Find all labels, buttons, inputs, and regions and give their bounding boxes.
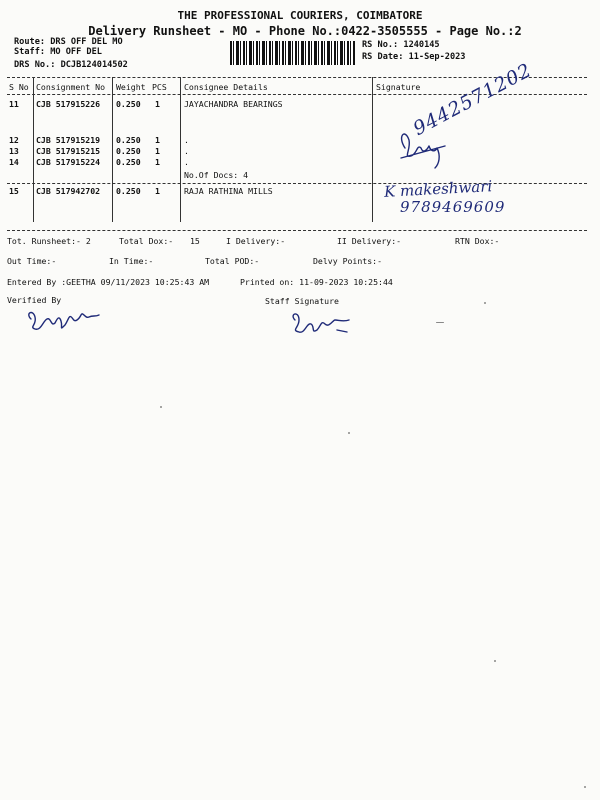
row-sno: 11 [9, 99, 19, 109]
entered-by: Entered By :GEETHA 09/11/2023 10:25:43 AM [7, 277, 210, 287]
in-time: In Time:- [109, 256, 154, 266]
scan-speck [348, 432, 350, 434]
ii-delivery: II Delivery:- [337, 236, 402, 246]
row-weight: 0.250 [116, 157, 141, 167]
out-time: Out Time:- [7, 256, 57, 266]
docs-count-note: No.Of Docs: 4 [184, 170, 249, 180]
table-bottom-rule [7, 230, 587, 231]
row-consignee: . [184, 135, 189, 145]
handwritten-phone-2: 9789469609 [400, 198, 506, 216]
row-consignment: CJB 517915219 [36, 135, 101, 145]
staff-signature-label: Staff Signature [265, 296, 339, 306]
rs-date: RS Date: 11-Sep-2023 [362, 52, 466, 62]
row-pcs: 1 [155, 135, 160, 145]
staff-label: Staff: MO OFF DEL [14, 47, 102, 57]
row-sno: 12 [9, 135, 19, 145]
col-divider-consignment [112, 77, 113, 222]
row-pcs: 1 [155, 186, 160, 196]
col-header-signature: Signature [376, 82, 421, 92]
scan-speck [436, 322, 444, 323]
row-consignment: CJB 517915226 [36, 99, 101, 109]
row-weight: 0.250 [116, 186, 141, 196]
row-sno: 14 [9, 157, 19, 167]
col-divider-consignee [372, 77, 373, 222]
total-dox-value: 15 [190, 236, 200, 246]
barcode [230, 41, 355, 65]
row-weight: 0.250 [116, 146, 141, 156]
total-pod: Total POD:- [205, 256, 260, 266]
scan-speck [584, 786, 586, 788]
delvy-points: Delvy Points:- [313, 256, 383, 266]
col-divider-sno [33, 77, 34, 222]
row-sno: 13 [9, 146, 19, 156]
row-weight: 0.250 [116, 99, 141, 109]
i-delivery: I Delivery:- [226, 236, 286, 246]
col-header-sno: S No [9, 82, 29, 92]
runsheet-title: Delivery Runsheet - MO - Phone No.:0422-3505555 - Page No.:2 [88, 24, 522, 38]
row-sno: 15 [9, 186, 19, 196]
drs-number: DRS No.: DCJB124014502 [14, 60, 128, 70]
handwritten-name-2: K makeshwari [383, 177, 493, 201]
col-header-weight: Weight [116, 82, 146, 92]
row-consignee: . [184, 146, 189, 156]
row-consignment: CJB 517915215 [36, 146, 101, 156]
row-consignee: RAJA RATHINA MILLS [184, 186, 273, 196]
verified-by-label: Verified By [7, 295, 62, 305]
group-rule [7, 183, 587, 184]
col-header-consignee: Consignee Details [184, 82, 268, 92]
col-header-consignment: Consignment No [36, 82, 106, 92]
row-consignee: JAYACHANDRA BEARINGS [184, 99, 283, 109]
route-label: Route: DRS OFF DEL MO [14, 37, 123, 47]
col-header-pcs: PCS [152, 82, 167, 92]
verified-by-signature [25, 305, 105, 335]
row-weight: 0.250 [116, 135, 141, 145]
col-divider-pcs [180, 77, 181, 222]
staff-signature-mark [287, 308, 357, 338]
row-pcs: 1 [155, 146, 160, 156]
company-name: THE PROFESSIONAL COURIERS, COIMBATORE [177, 9, 423, 22]
scan-speck [160, 406, 162, 408]
row-pcs: 1 [155, 157, 160, 167]
rs-number: RS No.: 1240145 [362, 40, 440, 50]
printed-on: Printed on: 11-09-2023 10:25:44 [240, 277, 393, 287]
handwritten-phone-1: 9442571202 [409, 59, 536, 140]
tot-runsheet: Tot. Runsheet:- 2 [7, 236, 91, 246]
rtn-dox: RTN Dox:- [455, 236, 500, 246]
row-consignee: . [184, 157, 189, 167]
row-pcs: 1 [155, 99, 160, 109]
scan-speck [484, 302, 486, 304]
total-dox-label: Total Dox:- [119, 236, 174, 246]
row-consignment: CJB 517915224 [36, 157, 101, 167]
row-consignment: CJB 517942702 [36, 186, 101, 196]
scan-speck [494, 660, 496, 662]
